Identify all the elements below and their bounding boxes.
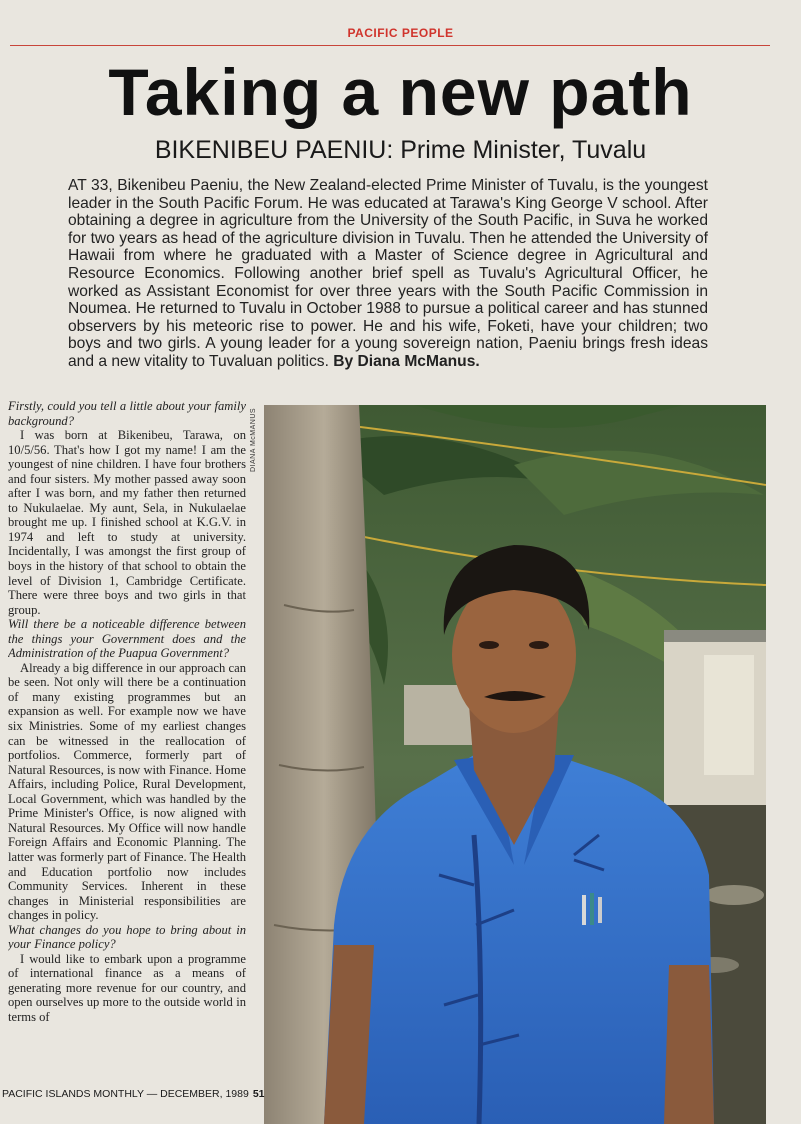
portrait-illustration [264, 405, 766, 1124]
interview-answer: I would like to embark upon a programme of international finance as a means of generating more revenue for our country, and open ourselves up more to the outside world in terms of [8, 951, 246, 1024]
portrait-photo [264, 405, 766, 1124]
article-subhead: BIKENIBEU PAENIU: Prime Minister, Tuvalu [154, 136, 647, 164]
article-headline: Taking a new path [108, 55, 693, 129]
article-intro [68, 177, 708, 371]
interview-question: What changes do you hope to bring about in your Finance policy? [8, 922, 246, 952]
photo-credit: DIANA McMANUS [250, 407, 257, 472]
section-label: PACIFIC PEOPLE [347, 26, 454, 40]
interview-question: Firstly, could you tell a little about your family background? [8, 399, 246, 428]
publication-line: PACIFIC ISLANDS MONTHLY — DECEMBER, 1989 [2, 1088, 249, 1100]
interview-column [8, 399, 246, 1085]
byline: By Diana McManus. [333, 352, 480, 370]
page-footer [2, 1088, 265, 1100]
header-rule [10, 45, 770, 46]
interview-answer: I was born at Bikenibeu, Tarawa, on 10/5/56. That's how I got my name! I am the youngest of nine children. I have four brothers and four sisters. My mother passed away soon after I was born, and my father then returned to Nukulaelae. My aunt, Sela, in Nukulaelae brought me up. I finished school at K.G.V. in 1974 and left to study at university. Incidentally, I was amongst the first group of boys in the history of that school to obtain the level of Division 1, Cambridge Certificate. There were three boys and two girls in that group. [8, 428, 246, 617]
interview-answer: Already a big difference in our approach can be seen. Not only will there be a continuation of many existing programmes but an expansion as well. For example now we have six Ministries. Some of my earliest changes can be witnessed in the reallocation of portfolios. Commerce, formerly part of Natural Resources, is now with Finance. Home Affairs, including Police, Rural Development, Local Government, which was handled by the Prime Minister's Office, is now aligned with Natural Resources. My Office will now handle Foreign Affairs and Economic Planning. The latter was formerly part of Finance. The Health and Education portfolio now includes Community Services. Inherent in these changes in Ministerial responsibilities are changes in policy. [8, 660, 246, 923]
page-number: 51 [252, 1088, 265, 1100]
intro-text: AT 33, Bikenibeu Paeniu, the New Zealand-elected Prime Minister of Tuvalu, is the youngest leader in the South Pacific Forum. He was educated at Tarawa's King George V school. After obtaining a degree in agriculture from the University of the South Pacific, in Suva he worked for two years as head of the agriculture division in Tuvalu. Then he attended the University of Hawaii from where he graduated with a Master of Science degree in Agricultural and Resource Economics. Following another brief spell as Tuvalu's Agricultural Officer, he worked as Assistant Economist for over three years with the South Pacific Commission in Noumea. He returned to Tuvalu in October 1988 to pursue a political career and has stunned observers by his meteoric rise to power. He and his wife, Foketi, have your children; two boys and two girls. A young leader for a young sovereign nation, Paeniu brings fresh ideas and a new vitality to Tuvaluan politics. [68, 177, 708, 370]
interview-question: Will there be a noticeable difference between the things your Government does and the Administration of the Puapua Government? [8, 617, 246, 661]
